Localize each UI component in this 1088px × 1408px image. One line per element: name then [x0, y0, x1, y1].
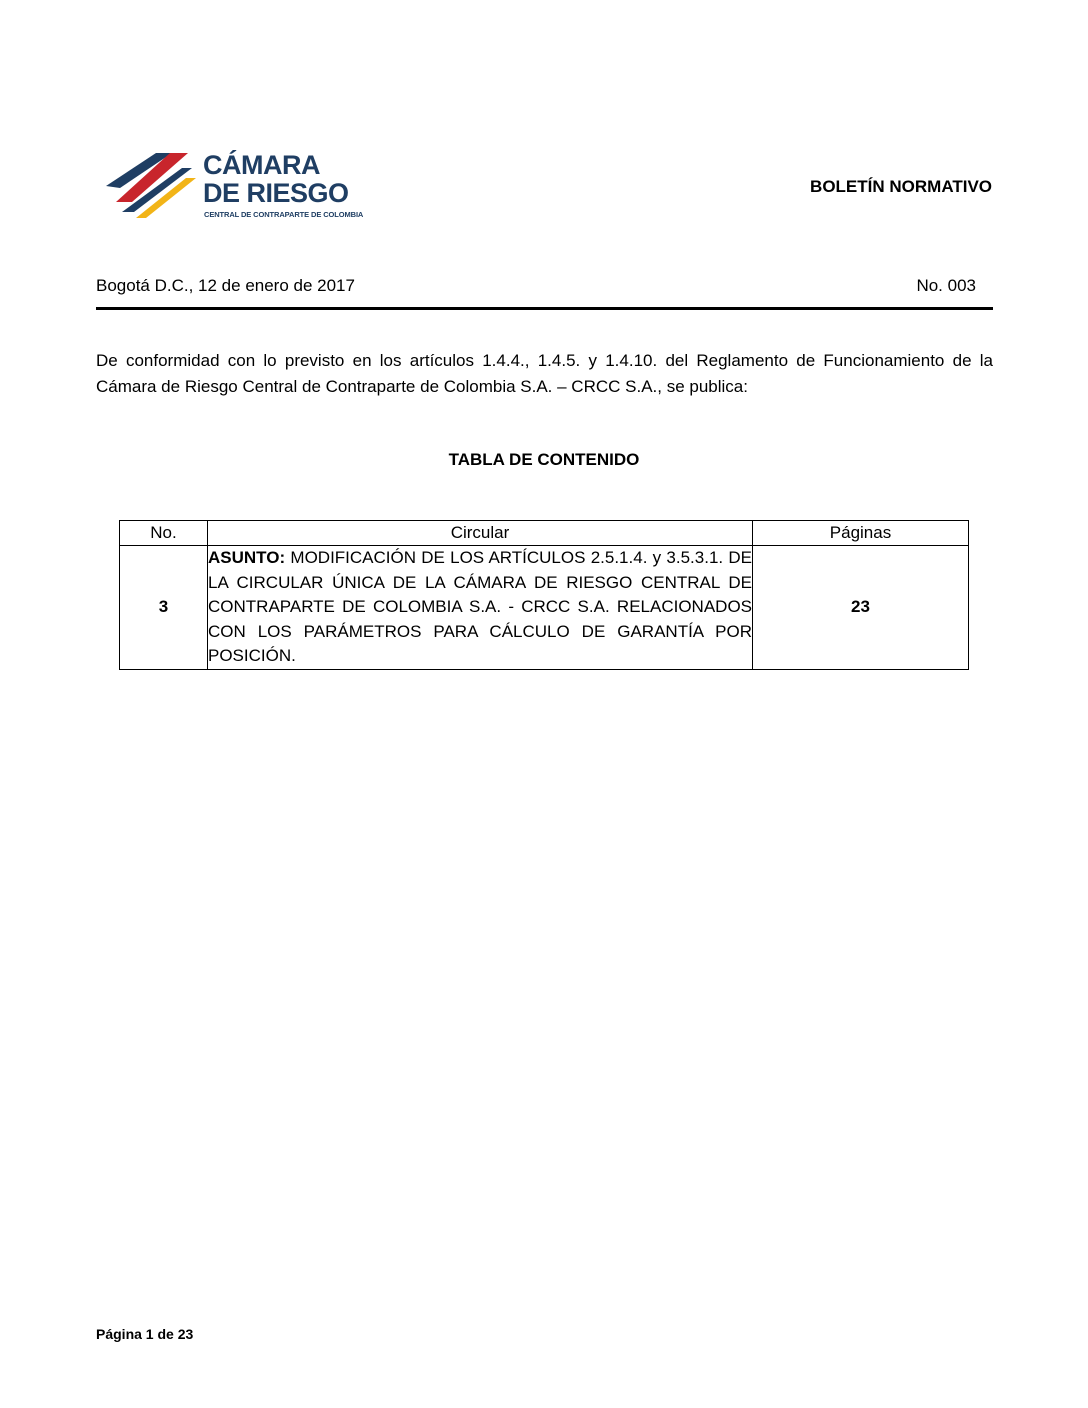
subject-label: ASUNTO: [208, 548, 286, 567]
subject-text: MODIFICACIÓN DE LOS ARTÍCULOS 2.5.1.4. y 3.5.3.1. DE LA CIRCULAR ÚNICA DE LA CÁMARA DE RIESGO CENTRAL DE CONTRAPARTE DE COLOMBIA S.A. - CRCC S.A. RELACIONADOS CON LOS PARÁMETROS PARA CÁLCULO DE GARANTÍA POR POSICIÓN. [208, 548, 752, 666]
toc-row-subject [208, 546, 753, 670]
logo-text-line2: DE RIESGO [203, 178, 349, 208]
header-divider [96, 307, 993, 310]
page-number-footer: Página 1 de 23 [96, 1326, 194, 1342]
bulletin-title: BOLETÍN NORMATIVO [810, 177, 992, 196]
toc-title: TABLA DE CONTENIDO [448, 450, 640, 469]
toc-row-number: 3 [120, 546, 208, 670]
place-date: Bogotá D.C., 12 de enero de 2017 [96, 276, 355, 295]
toc-header-pages: Páginas [753, 521, 969, 546]
bulletin-number: No. 003 [916, 276, 976, 295]
intro-paragraph: De conformidad con lo previsto en los artículos 1.4.4., 1.4.5. y 1.4.10. del Reglamento de Funcionamiento de la Cámara de Riesgo Central de Contraparte de Colombia S.A. – CRCC S.A., se publica: [96, 351, 993, 396]
toc-table [119, 520, 969, 670]
company-logo [100, 150, 390, 222]
toc-row [120, 546, 969, 670]
toc-header-circular: Circular [208, 521, 753, 546]
toc-row-pages: 23 [753, 546, 969, 670]
toc-header-row [120, 521, 969, 546]
logo-text-line1: CÁMARA [203, 150, 320, 180]
toc-header-no: No. [120, 521, 208, 546]
logo-tagline: CENTRAL DE CONTRAPARTE DE COLOMBIA [204, 210, 364, 219]
logo-stripes-icon [100, 150, 200, 222]
